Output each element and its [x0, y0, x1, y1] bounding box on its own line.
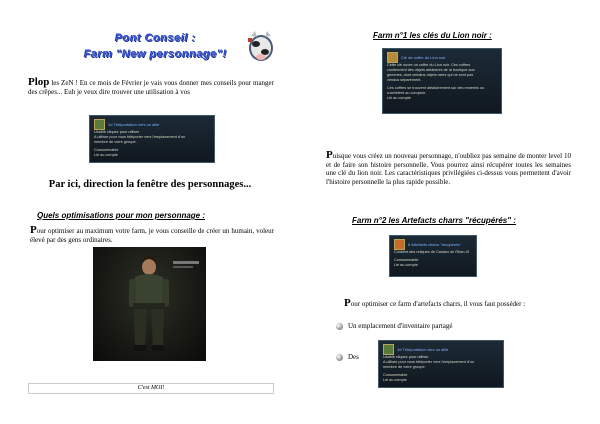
tooltip-title: 6 Artefacts charrs "récupérés" — [408, 242, 461, 247]
farm2-subheading: Farm n°2 les Artefacts charrs "récupérés" : — [352, 216, 516, 225]
intro-drop: Plop — [28, 76, 50, 88]
tooltip-line: gemmes, dont certains objets rares qui ne sont pas — [387, 73, 474, 77]
para-drop: P — [30, 224, 37, 236]
list-item-label: Un emplacement d'inventaire partagé — [348, 322, 453, 330]
character-figure-icon — [93, 247, 206, 361]
tooltip-line: membre de votre groupe. — [94, 140, 137, 144]
character-window-heading: Par ici, direction la fenêtre des personnages... — [48, 179, 252, 190]
farm2-paragraph — [344, 299, 584, 309]
character-screenshot — [93, 247, 206, 361]
title-line-1: Pont Conseil : — [114, 32, 196, 44]
artefact-item-icon — [394, 239, 405, 250]
tooltip-line: Consommable — [383, 373, 408, 377]
tooltip-line: membre de votre groupe. — [383, 365, 426, 369]
teleport-tooltip-2 — [378, 340, 504, 388]
para-text: uisque vous créez un nouveau personnage, n'oubliez pas semaine de monter level 10 et de faire son histoire personnelle. Vous pourrez ainsi récupérer toutes les semaines une clé du lion noir. Les caractéristiques privilégiées ci-dessus vous permettent d'avoir l'histoire personnelle la plus rapide possible. — [326, 152, 571, 186]
tooltip-title: 1d Téléportation vers un allié — [108, 122, 160, 127]
tooltip-line: Ces coffres se trouvent aléatoirement sur des ennemis ou — [387, 86, 485, 90]
optimisation-paragraph — [30, 226, 274, 244]
list-item — [336, 353, 359, 361]
tooltip-line: vendus séparément. — [387, 78, 422, 82]
cow-logo-icon — [246, 28, 276, 64]
tooltip-line: contiennent des objets aléatoires de la boutique aux — [387, 68, 475, 72]
bullet-icon — [336, 323, 343, 330]
image-caption: C'est MOI! — [28, 383, 274, 394]
tooltip-title: Clé de coffre du Lion noir — [401, 55, 446, 60]
tooltip-line: Lié au compte — [383, 378, 407, 382]
lion-key-tooltip — [382, 48, 502, 114]
tooltip-line: Lié au compte — [94, 153, 118, 157]
para-text: our optimiser au maximum votre farm, je vous conseille de créer un humain, voleur élevé par des gens ordinaires. — [30, 227, 274, 244]
list-item-label: Des — [348, 353, 359, 361]
list-item — [336, 322, 452, 330]
title-line-2: Farm "New personnage"! — [83, 48, 227, 60]
para-drop: P — [326, 149, 333, 161]
tooltip-header — [387, 52, 497, 63]
tooltip-line: Lié au compte — [387, 96, 411, 100]
tooltip-line: A utiliser pour vous téléporter vers l'emplacement d'un — [383, 360, 474, 364]
tooltip-header — [94, 119, 210, 130]
tooltip-line: s'achètent au comptoir. — [387, 91, 426, 95]
tooltip-title: 1d Téléportation vers un allié — [397, 347, 449, 352]
artefacts-tooltip — [389, 235, 477, 277]
tooltip-line: Lié au compte — [394, 263, 418, 267]
tooltip-line: Usable cliquez pour utiliser — [94, 130, 140, 134]
farm1-paragraph — [326, 151, 571, 186]
farm1-subheading: Farm n°1 les clés du Lion noir : — [373, 31, 492, 40]
tooltip-header — [394, 239, 472, 250]
para-drop: P — [344, 297, 351, 309]
bullet-icon — [336, 354, 343, 361]
optimisation-subheading: Quels optimisations pour mon personnage : — [37, 211, 206, 220]
teleport-tooltip — [89, 115, 215, 163]
tooltip-line: Consommable — [94, 148, 119, 152]
teleport-item-icon — [383, 344, 394, 355]
para-text: our optimiser ce farm d'artefacts charrs, il vous faut posséder : — [350, 300, 526, 308]
intro-text: les ZeN ! En ce mois de Février je vais vous donner mes conseils pour manger des crêpes... Euh je veux dire trouver une utilisation à vos — [28, 79, 274, 96]
tooltip-line: Cette clé ouvre un coffre du Lion noir. Ces coffres — [387, 63, 471, 67]
tooltip-line: Contient des reliques de Canaux de Rhan-IX — [394, 250, 470, 254]
tooltip-line: Usable cliquez pour utiliser — [383, 355, 429, 359]
key-item-icon — [387, 52, 398, 63]
tooltip-line: Consommable — [394, 258, 419, 262]
tooltip-header — [383, 344, 499, 355]
page-title — [60, 30, 250, 62]
teleport-item-icon — [94, 119, 105, 130]
intro-paragraph — [28, 78, 274, 96]
tooltip-line: A utiliser pour vous téléporter vers l'emplacement d'un — [94, 135, 185, 139]
right-page — [300, 0, 600, 424]
